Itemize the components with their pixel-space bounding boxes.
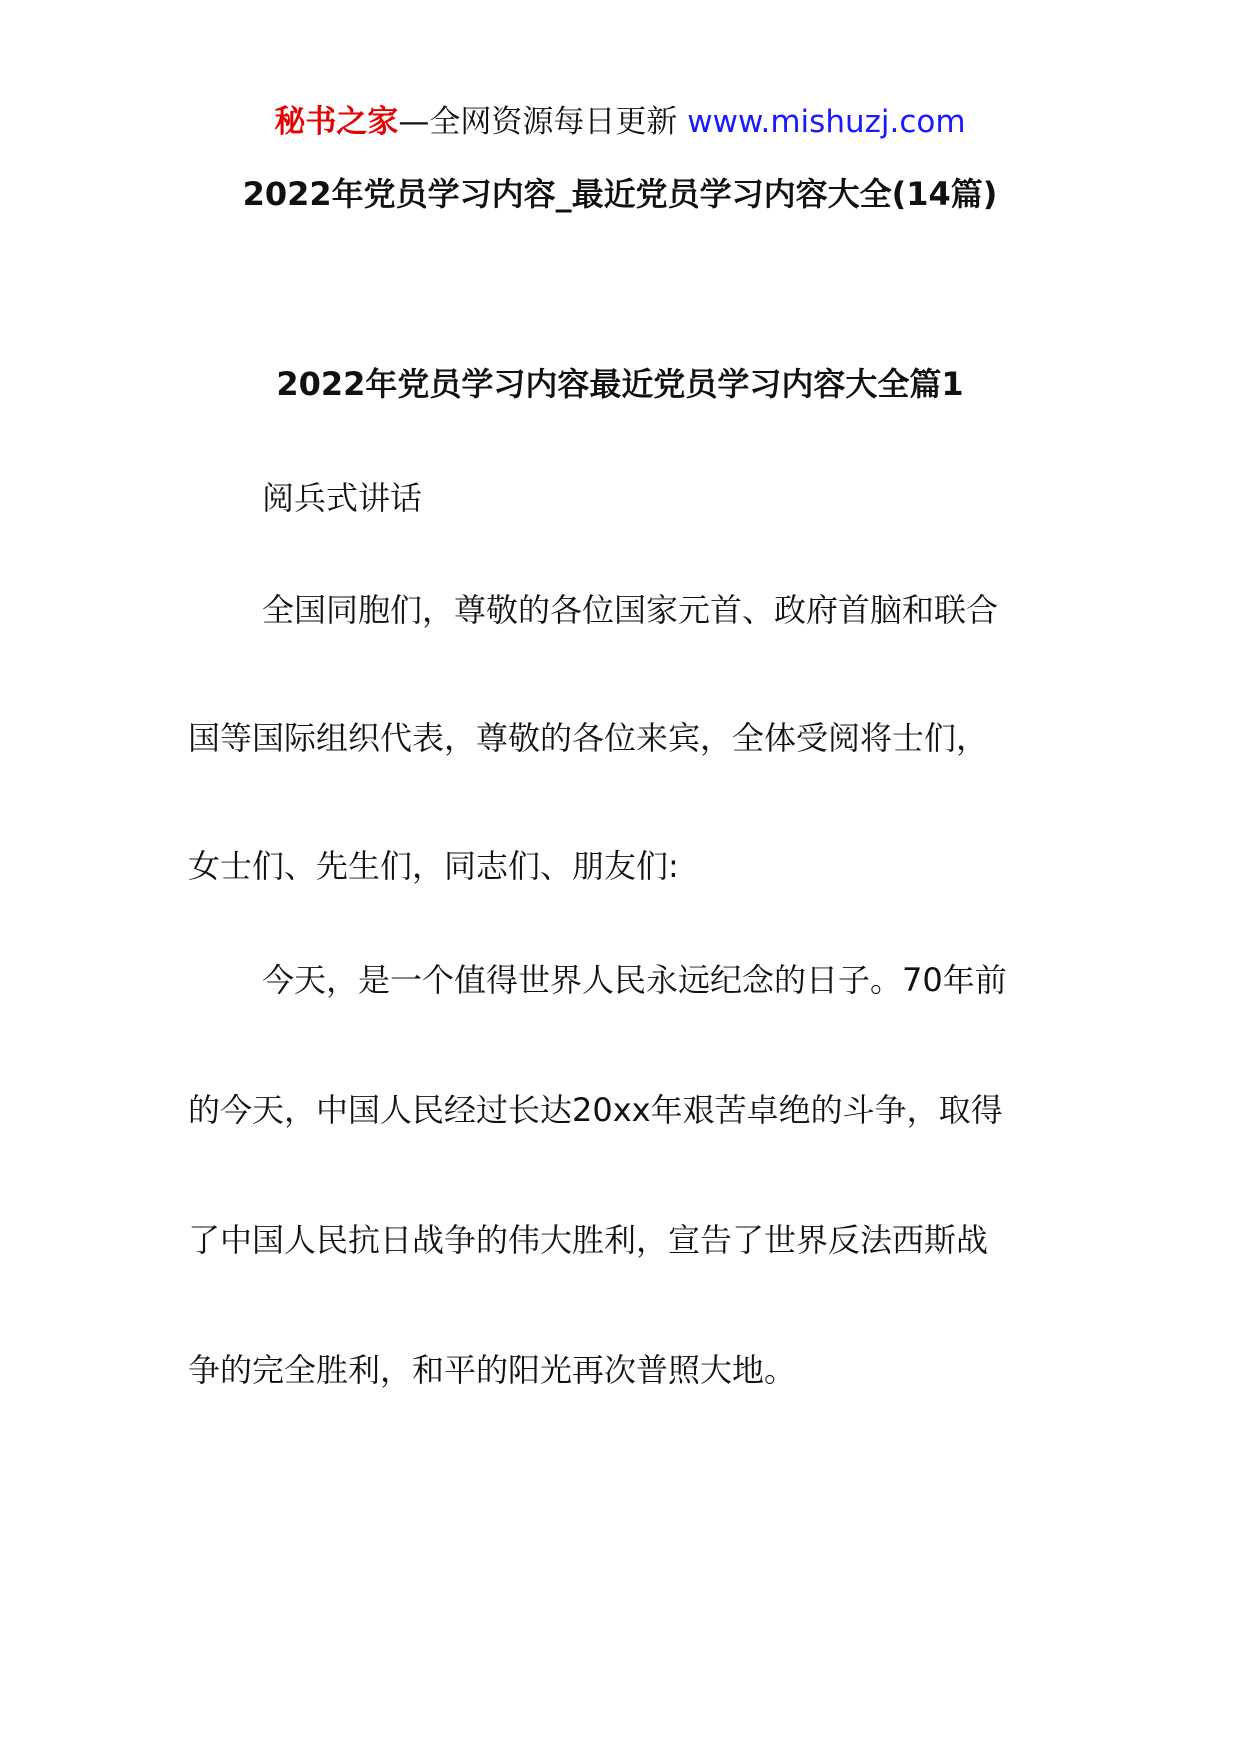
- document-title: 2022年党员学习内容_最近党员学习内容大全(14篇): [242, 175, 998, 213]
- paragraph-line: 全国同胞们，尊敬的各位国家元首、政府首脑和联合: [262, 591, 999, 629]
- paragraph-line: 国等国际组织代表，尊敬的各位来宾，全体受阅将士们，: [188, 719, 989, 757]
- paragraph-line: 今天，是一个值得世界人民永远纪念的日子。70年前: [262, 961, 1007, 999]
- paragraph-line: 女士们、先生们，同志们、朋友们:: [188, 847, 679, 885]
- paragraph-line: 了中国人民抗日战争的伟大胜利，宣告了世界反法西斯战: [188, 1221, 989, 1259]
- paragraph-line: 的今天，中国人民经过长达20xx年艰苦卓绝的斗争，取得: [188, 1091, 1003, 1129]
- site-url-link[interactable]: www.mishuzj.com: [687, 104, 966, 140]
- section-title: 2022年党员学习内容最近党员学习内容大全篇1: [276, 365, 964, 403]
- header-tagline: —全网资源每日更新: [398, 104, 678, 140]
- paragraph-line: 争的完全胜利，和平的阳光再次普照大地。: [188, 1351, 797, 1389]
- site-header: [0, 102, 1240, 142]
- subheading: 阅兵式讲话: [262, 479, 423, 517]
- brand-name: 秘书之家: [274, 104, 399, 140]
